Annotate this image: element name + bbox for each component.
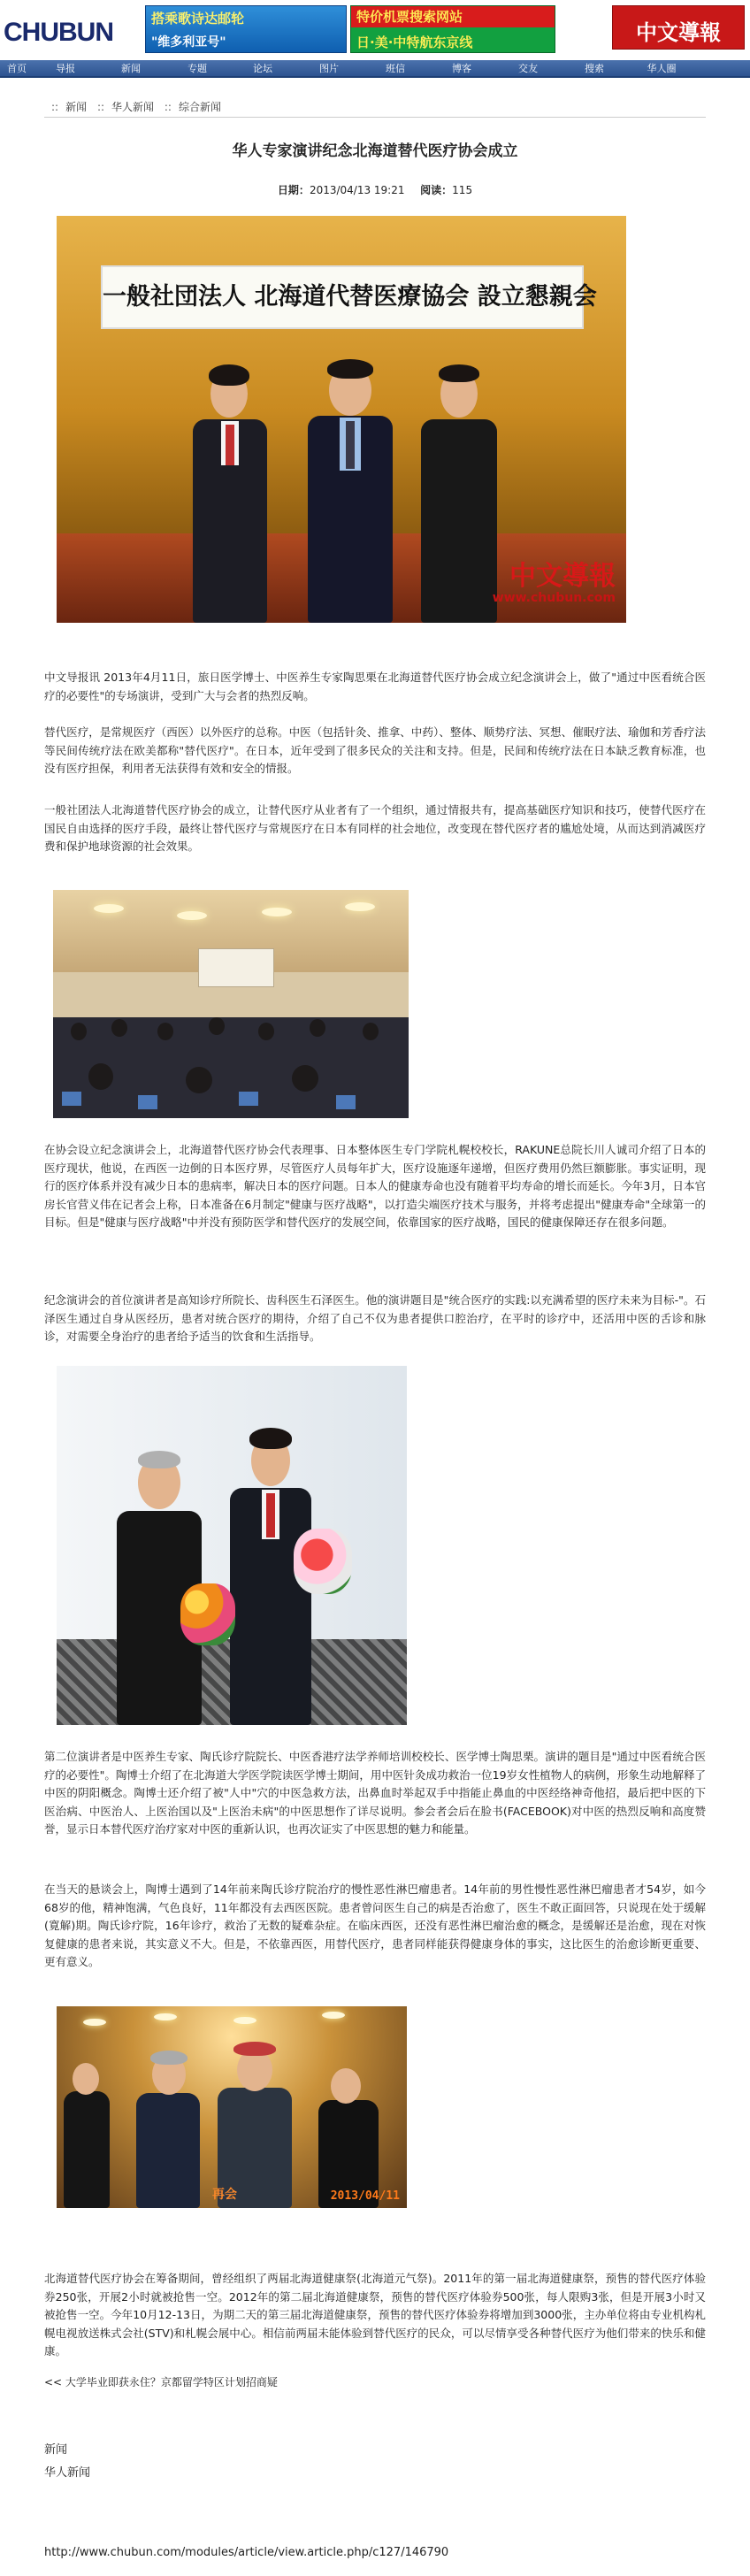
nav-item-news-paper[interactable]: 导报 bbox=[56, 63, 75, 74]
watermark-text: 中文導報 bbox=[509, 561, 616, 592]
nav-item-social[interactable]: 交友 bbox=[518, 63, 538, 74]
article-date: 2013/04/13 19:21 bbox=[309, 184, 405, 196]
person bbox=[212, 2042, 297, 2208]
divider bbox=[44, 117, 706, 118]
watermark-url: www.chubun.com bbox=[492, 591, 616, 605]
site-logo[interactable] bbox=[4, 5, 113, 58]
article-title: 华人专家演讲纪念北海道替代医疗协会成立 bbox=[232, 142, 518, 160]
article-paragraph: 一般社团法人北海道替代医疗协会的成立，让替代医疗从业者有了一个组织，通过情报共有，提高基础医疗知识和技巧，使替代医疗在国民自由选择的医疗手段，最终让替代医疗与常规医疗在日本有同样的社会地位，改变现在替代医疗者的尴尬处境，从而达到消减医疗费和保护地球资源的社会效果。 bbox=[44, 803, 706, 853]
person bbox=[297, 349, 403, 623]
article-paragraph: 第二位演讲者是中医养生专家、陶氏诊疗院院长、中医香港疗法学养师培训校校长、医学博士陶思栗。演讲的题目是"通过中医看统合医疗的必要性"。陶博士介绍了在北海道大学医学院读医学博士期间，用中医针灸成功救治一位19岁女性植物人的病例，形象生动地解释了中医的阴阳概念。陶博士还介绍了被"人中"穴的中医急救方法，出鼻血时举起双手中指能止鼻血的中医经络神奇他招，最后把中医的下医治病、中医治人、上医治国以及"上医治未病"的中医思想作了详尽说明。参会者会后在脸书(FACEBOOK)对中医的热烈反响和高度赞誉，显示日本替代医疗治疗家对中医的重新认识，也再次证实了中医思想的魅力和能量。 bbox=[44, 1750, 706, 1836]
person bbox=[180, 357, 278, 623]
nav-item-home[interactable]: 首页 bbox=[7, 63, 27, 74]
read-count: 115 bbox=[452, 184, 473, 196]
date-label: 日期： bbox=[277, 184, 310, 196]
breadcrumb-news[interactable]: 新闻 bbox=[65, 101, 88, 113]
article-meta bbox=[44, 182, 706, 197]
breadcrumb: :: 新闻 :: 华人新闻 :: 综合新闻 bbox=[51, 101, 221, 113]
tag-news[interactable]: 新闻 bbox=[44, 2443, 68, 2457]
article-paragraph: 北海道替代医疗协会在筹备期间，曾经组织了两届北海道健康祭(北海道元气祭)。2011年的第一届北海道健康祭，预售的替代医疗体验券250张，开展2小时就被抢售一空。2012年的第二届北海道健康祭，预售的替代医疗体验券500张，每人限购3张，但是开展3小时又被抢售一空。今年10月12-13日，为期二天的第三届北海道健康祭，预售的替代医疗体验券将增加到3000张，主办单位将由专业机构札幌电视放送株式会社(STV)和札幌会展中心。相信前两届未能体验到替代医疗的民众，可以尽情享受各种替代医疗为他们带来的快乐和健康。 bbox=[44, 2272, 706, 2358]
article-photo-speakers bbox=[57, 1366, 407, 1725]
watermark bbox=[493, 554, 616, 605]
nav-item-features[interactable]: 专题 bbox=[188, 63, 207, 74]
previous-article-link[interactable]: << 大学毕业即获永住？京都留学特区计划招商疑 bbox=[44, 2376, 278, 2388]
newspaper-logo[interactable] bbox=[612, 5, 745, 50]
nav-item-news[interactable]: 新闻 bbox=[121, 63, 141, 74]
photo-date-stamp: 2013/04/11 bbox=[330, 2189, 400, 2203]
breadcrumb-chinese-news[interactable]: 华人新闻 bbox=[111, 101, 155, 113]
reads-label: 阅读： bbox=[420, 184, 453, 196]
photo-caption-text: 再会 bbox=[212, 2188, 237, 2202]
article-paragraph: 在当天的悬谈会上，陶博士遇到了14年前来陶氏诊疗院治疗的慢性恶性淋巴瘤患者。14年前的男性慢性恶性淋巴瘤患者才54岁，如今68岁的他，精神饱满，气色良好，11年都没有去西医医院。患者曾问医生自己的病是否治愈了，医生不敢正面回答，只说现在处于缓解(寛解)期。陶氏诊疗院，16年诊疗，救治了无数的疑难杂症。在临床西医，还没有恶性淋巴瘤治愈的概念，是缓解还是治愈，现在对恢复健康的患者来说，其实意义不大。但是，不依靠西医，用替代医疗，患者同样能获得健康身体的事实，这比医生的治愈诊断更重要、更有意义。 bbox=[44, 1882, 706, 1968]
person bbox=[313, 2065, 384, 2208]
person bbox=[131, 2051, 205, 2208]
tag-chinese-news[interactable]: 华人新闻 bbox=[44, 2466, 91, 2480]
article-paragraph: 纪念演讲会的首位演讲者是高知诊疗所院长、齿科医生石泽医生。他的演讲题目是"统合医疗的实践:以充满希望的医疗未来为目标-"。石泽医生通过自身从医经历，患者对统合医疗的期待，介绍了自己不仅为患者提供口腔治疗，在平时的诊疗中，还活用中医的舌诊和脉诊，对需要全身治疗的患者给予适当的饮食和生活指导。 bbox=[44, 1293, 706, 1343]
nav-item-blog[interactable]: 博客 bbox=[452, 63, 471, 74]
article-photo-reunion bbox=[57, 2006, 407, 2208]
article-photo-audience bbox=[53, 890, 409, 1118]
nav-item-search[interactable]: 搜索 bbox=[585, 63, 604, 74]
ad-banner-flights-top: 特价机票搜索网站 bbox=[351, 6, 555, 27]
person bbox=[60, 2059, 113, 2208]
ad-banner-cruise-title: 搭乘歌诗达邮轮 bbox=[151, 11, 245, 27]
newspaper-logo-text: 中文導報 bbox=[636, 20, 721, 45]
main-nav bbox=[0, 60, 750, 78]
ad-banner-cruise[interactable] bbox=[145, 5, 347, 53]
nav-item-classifieds[interactable]: 班信 bbox=[386, 63, 405, 74]
ad-banner-flights-bottom: 日·美·中特航东京线 bbox=[356, 34, 473, 50]
ad-banner-cruise-subtitle: "维多利亚号" bbox=[151, 35, 226, 50]
nav-item-community[interactable]: 华人圈 bbox=[647, 63, 677, 74]
logo-text: CHUBUN bbox=[4, 18, 113, 47]
site-header bbox=[0, 0, 750, 60]
ad-banner-flights[interactable] bbox=[350, 5, 555, 53]
nav-item-forum[interactable]: 论坛 bbox=[253, 63, 272, 74]
nav-item-photos[interactable]: 图片 bbox=[319, 63, 339, 74]
article-url: http://www.chubun.com/modules/article/view.article.php/c127/146790 bbox=[44, 2546, 449, 2559]
ceremony-sign: 一般社団法人 北海道代替医療協会 設立懇親会 bbox=[101, 265, 584, 329]
article-paragraph: 中文导报讯 2013年4月11日，旅日医学博士、中医养生专家陶思栗在北海道替代医疗协会成立纪念演讲会上，做了"通过中医看统合医疗的必要性"的专场演讲，受到广大与会者的热烈反响。 bbox=[44, 671, 706, 702]
article-photo-ceremony bbox=[57, 216, 626, 623]
article-paragraph: 替代医疗，是常规医疗（西医）以外医疗的总称。中医（包括针灸、推拿、中药）、整体、顺势疗法、冥想、催眠疗法、瑜伽和芳香疗法等民间传统疗法在欧美都称"替代医疗"。在日本，近年受到了很多民众的关注和支持。但是，民间和传统疗法在日本缺乏教育标准，也没有医疗担保，利用者无法获得有效和安全的情报。 bbox=[44, 725, 706, 775]
article-paragraph: 在协会设立纪念演讲会上，北海道替代医疗协会代表理事、日本整体医生专门学院札幌校校长，RAKUNE总院长川人诚司介绍了日本的医疗现状，他说，在西医一边倒的日本医疗界，尽管医疗人员每年扩大，医疗设施逐年递增，但医疗费用仍然巨额膨胀。事实证明，现行的医疗体系并没有减少日本的患病率，解决日本的医疗问题。日本人的健康寿命也没有随着平均寿命的增长而延长。今年3月，日本官房长官营义伟在记者会上称，日本准备在6月制定"健康与医疗战略"，以打造尖端医疗技术与服务，并将考虑提出"健康寿命"全球第一的目标。但是"健康与医疗战略"中并没有预防医学和替代医疗的发展空间，依靠国家的医疗战略，国民的健康保障还存在很多问题。 bbox=[44, 1143, 706, 1229]
breadcrumb-general-news[interactable]: 综合新闻 bbox=[178, 101, 221, 113]
